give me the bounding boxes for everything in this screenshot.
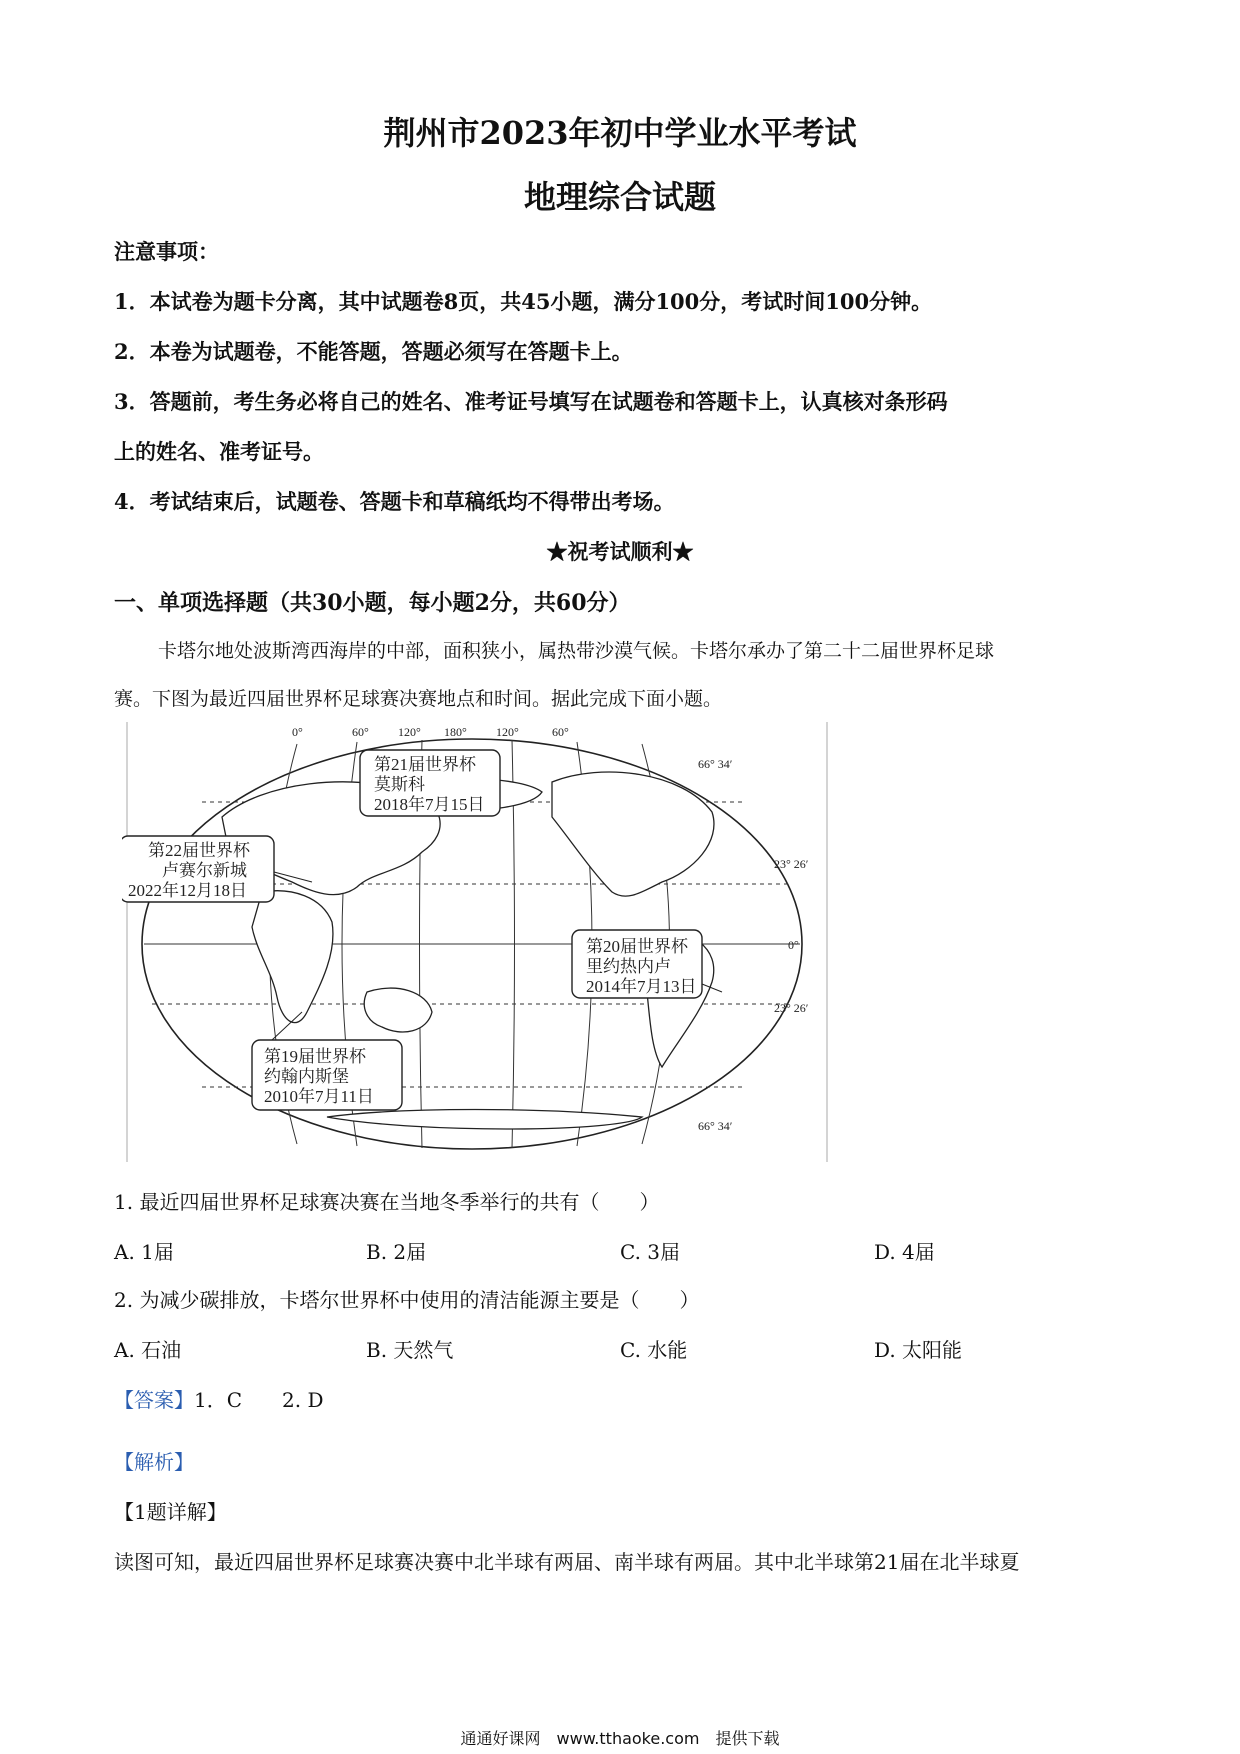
question-2-option-b: B. 天然气 [366,1338,454,1362]
longitude-label: 60° [352,725,369,739]
question-2-option-d: D. 太阳能 [874,1338,963,1362]
longitude-label: 0° [292,725,303,739]
exam-title: 荆州市2023年初中学业水平考试 [383,114,857,152]
notice-item: 2．本卷为试题卷，不能答题，答题必须写在答题卡上。 [114,339,633,364]
answer-block [114,1384,324,1413]
analysis-text: 读图可知，最近四届世界杯足球赛决赛中北半球有两届、南半球有两届。其中北半球第21届在北半球夏 [114,1550,1020,1574]
intro-text: 卡塔尔地处波斯湾西海岸的中部，面积狭小，属热带沙漠气候。卡塔尔承办了第二十二届世界杯足球 [158,640,995,662]
svg-text:2010年7月11日: 2010年7月11日 [264,1087,374,1106]
svg-text:卢赛尔新城: 卢赛尔新城 [162,861,247,880]
question-1-option-b: B. 2届 [366,1240,427,1264]
question-1-option-c: C. 3届 [620,1240,681,1264]
question-2-option-a: A. 石油 [114,1338,182,1362]
svg-text:2014年7月13日: 2014年7月13日 [586,977,697,996]
section-heading: 一、单项选择题（共30小题，每小题2分，共60分） [114,590,631,616]
latitude-label: 0° [788,938,799,952]
notice-item-continued: 上的姓名、准考证号。 [114,439,324,464]
exam-subtitle: 地理综合试题 [523,178,716,216]
callout-moscow [360,750,500,816]
question-2-stem: 2. 为减少碳排放，卡塔尔世界杯中使用的清洁能源主要是（ ） [114,1288,700,1312]
notice-item: 1．本试卷为题卡分离，其中试题卷8页，共45小题，满分100分，考试时间100分钟。 [114,289,933,314]
latitude-label: 23° 26′ [774,1001,809,1015]
svg-text:2018年7月15日: 2018年7月15日 [374,795,485,814]
notice-heading: 注意事项： [114,239,219,264]
svg-text:第19届世界杯: 第19届世界杯 [264,1047,366,1066]
latitude-label: 66° 34′ [698,1119,733,1133]
callout-rio [572,930,722,998]
notice-item: 3．答题前，考生务必将自己的姓名、准考证号填写在试题卷和答题卡上，认真核对条形码 [114,389,948,414]
question-1-option-d: D. 4届 [874,1240,935,1264]
intro-text: 赛。下图为最近四届世界杯足球赛决赛地点和时间。据此完成下面小题。 [114,688,723,710]
svg-text:里约热内卢: 里约热内卢 [586,957,671,976]
latitude-label: 23° 26′ [774,857,809,871]
analysis-label: 【解析】 [114,1450,194,1474]
svg-text:2022年12月18日: 2022年12月18日 [128,881,247,900]
longitude-label: 120° [496,725,519,739]
question-1-stem: 1. 最近四届世界杯足球赛决赛在当地冬季举行的共有（ ） [114,1190,660,1214]
svg-text:莫斯科: 莫斯科 [374,775,425,794]
svg-text:第20届世界杯: 第20届世界杯 [586,937,688,956]
notice-item: 4．考试结束后，试题卷、答题卡和草稿纸均不得带出考场。 [114,489,675,514]
question-1-option-a: A. 1届 [114,1240,174,1264]
longitude-label: 120° [398,725,421,739]
detail-heading: 【1题详解】 [114,1500,227,1524]
question-2-option-c: C. 水能 [620,1338,688,1362]
longitude-label: 60° [552,725,569,739]
longitude-label: 180° [444,725,467,739]
answer-label: 【答案】 [114,1388,194,1412]
blessing: ★祝考试顺利★ [546,539,694,564]
svg-text:第22届世界杯: 第22届世界杯 [148,841,250,860]
world-map [122,722,832,1162]
world-map-figure [122,722,832,1162]
svg-text:第21届世界杯: 第21届世界杯 [374,755,476,774]
answer-text: 1．C 2. D [194,1388,324,1412]
footer-text: 通通好课网 www.tthaoke.com 提供下载 [460,1729,780,1748]
svg-text:约翰内斯堡: 约翰内斯堡 [264,1067,349,1086]
latitude-label: 66° 34′ [698,757,733,771]
